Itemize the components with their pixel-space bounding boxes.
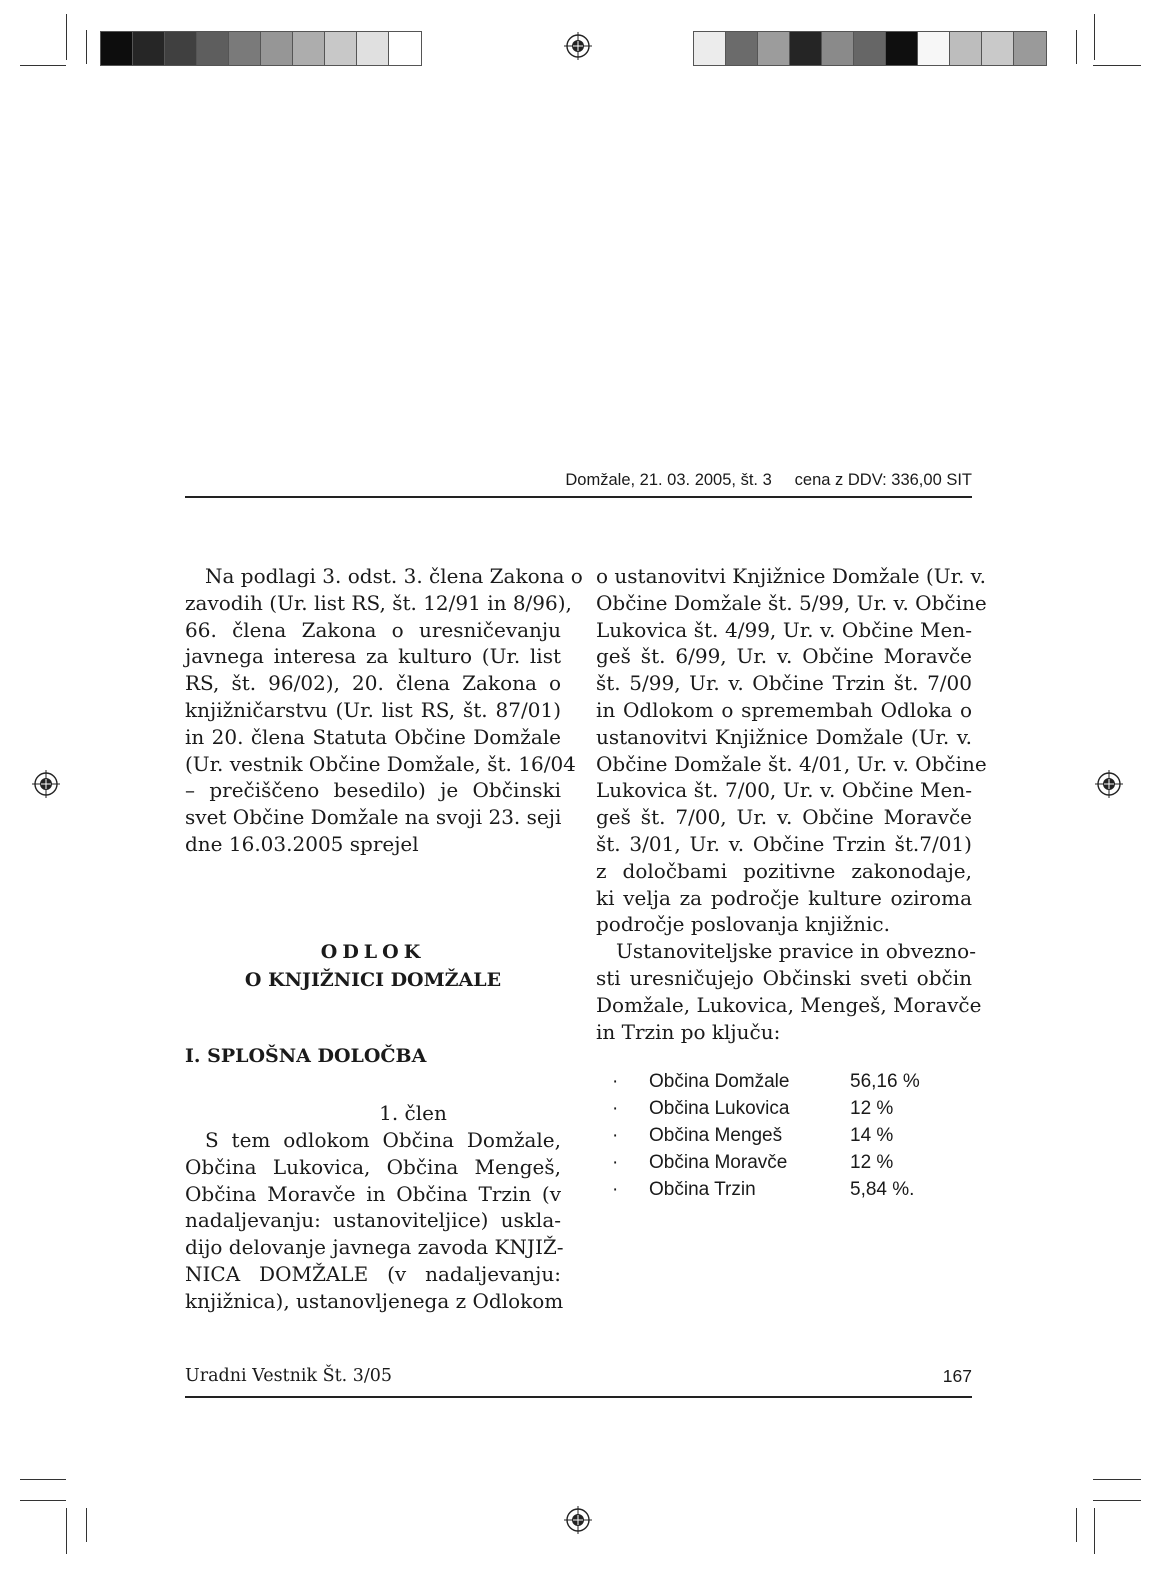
page-number: 167 (942, 1366, 972, 1386)
color-bar-left (100, 31, 422, 66)
text-line: ustanovitvi Knjižnice Domžale (Ur. v. (596, 724, 972, 749)
text-line: Ustanoviteljske pravice in obvezno- (616, 939, 976, 964)
title-line-knjiznica: O KNJIŽNICI DOMŽALE (244, 969, 502, 991)
crop-mark (1094, 1508, 1095, 1554)
text-line: Domžale, Lukovica, Mengeš, Moravče (596, 992, 982, 1017)
text-line: geš št. 7/00, Ur. v. Občine Moravče (596, 805, 972, 830)
share-row (612, 1123, 940, 1150)
crop-mark (1093, 65, 1141, 66)
color-swatch (918, 32, 950, 65)
text-line: Občina Moravče in Občina Trzin (v (185, 1181, 561, 1206)
bullet-icon: · (612, 1178, 619, 1200)
founder-share-list (612, 1069, 940, 1204)
text-line: S tem odlokom Občina Domžale, (205, 1128, 561, 1152)
crop-mark (1076, 1508, 1077, 1542)
text-line: nadaljevanju: ustanoviteljice) uskla- (185, 1208, 561, 1233)
text-line: knjižnica), ustanovljenega z Odlokom (185, 1288, 564, 1313)
bullet-icon: · (612, 1071, 619, 1092)
text-line: z določbami pozitivne zakonodaje, (596, 858, 972, 883)
document-title (185, 938, 561, 994)
color-swatch (854, 32, 886, 65)
color-swatch (229, 32, 261, 65)
crop-mark (1093, 1479, 1141, 1480)
text-line: – prečiščeno besedilo) je Občinski (185, 778, 561, 803)
text-line: javnega interesa za kulturo (Ur. list (185, 644, 561, 669)
text-line: knjižničarstvu (Ur. list RS, št. 87/01) (185, 697, 561, 722)
article-label: 1. člen (379, 1101, 447, 1125)
text-line: št. 3/01, Ur. v. Občine Trzin št.7/01) (596, 831, 972, 856)
bullet-icon: · (612, 1151, 619, 1173)
crop-mark (1076, 30, 1077, 64)
text-line: in 20. člena Statuta Občine Domžale (185, 724, 561, 749)
article-body (185, 1127, 564, 1315)
color-swatch (758, 32, 790, 65)
crop-mark (20, 65, 66, 66)
registration-mark-icon (1095, 770, 1123, 798)
text-line: 66. člena Zakona o uresničevanju (185, 617, 561, 642)
color-swatch (389, 32, 421, 65)
color-swatch (197, 32, 229, 65)
color-swatch (982, 32, 1014, 65)
crop-mark (86, 1508, 87, 1542)
share-percentage: 14 % (850, 1124, 894, 1146)
title-line-odlok: ODLOK (320, 941, 426, 963)
color-swatch (165, 32, 197, 65)
crop-mark (86, 30, 87, 64)
text-line: in Odlokom o spremembah Odloka o (596, 697, 972, 722)
color-swatch (694, 32, 726, 65)
crop-mark (1094, 14, 1095, 60)
registration-mark-icon (32, 770, 60, 798)
color-swatch (101, 32, 133, 65)
share-percentage: 56,16 % (850, 1071, 920, 1092)
crop-mark (20, 1500, 66, 1501)
crop-mark (1093, 1500, 1141, 1501)
text-line: geš št. 6/99, Ur. v. Občine Moravče (596, 644, 972, 669)
text-line: ki velja za področje kulture oziroma (596, 885, 972, 910)
text-line: svet Občine Domžale na svoji 23. seji (185, 805, 562, 830)
bullet-icon: · (612, 1097, 619, 1119)
color-swatch (790, 32, 822, 65)
share-row (612, 1096, 940, 1123)
share-percentage: 12 % (850, 1151, 894, 1173)
text-line: zavodih (Ur. list RS, št. 12/91 in 8/96), (185, 590, 572, 615)
color-swatch (261, 32, 293, 65)
text-line: in Trzin po ključu: (596, 1019, 781, 1044)
left-column-intro (185, 563, 583, 858)
municipality-name: Občina Domžale (649, 1071, 790, 1092)
color-swatch (886, 32, 918, 65)
text-line: št. 5/99, Ur. v. Občine Trzin št. 7/00 (596, 671, 972, 696)
crop-mark (66, 1508, 67, 1554)
share-percentage: 5,84 %. (850, 1178, 915, 1200)
color-swatch (950, 32, 982, 65)
right-paragraph-2 (596, 938, 982, 1045)
text-line: o ustanovitvi Knjižnice Domžale (Ur. v. (596, 564, 986, 588)
right-paragraph-1 (596, 563, 987, 938)
page-footer (185, 1366, 972, 1398)
color-swatch (1014, 32, 1046, 65)
color-swatch (293, 32, 325, 65)
crop-mark (66, 14, 67, 60)
text-line: sti uresničujejo Občinski sveti občin (596, 965, 972, 990)
right-column (596, 563, 987, 1045)
text-line: Občine Domžale št. 4/01, Ur. v. Občine (596, 751, 987, 776)
share-row (612, 1177, 940, 1204)
text-line: (Ur. vestnik Občine Domžale, št. 16/04 (185, 751, 576, 776)
color-swatch (726, 32, 758, 65)
color-swatch (133, 32, 165, 65)
text-line: Lukovica št. 7/00, Ur. v. Občine Men- (596, 778, 972, 803)
color-swatch (357, 32, 389, 65)
share-percentage: 12 % (850, 1097, 894, 1119)
color-swatch (822, 32, 854, 65)
text-line: dne 16.03.2005 sprejel (185, 831, 419, 856)
section-heading: I. SPLOŠNA DOLOČBA (185, 1045, 427, 1067)
registration-mark-icon (564, 1506, 592, 1534)
text-line: Občine Domžale št. 5/99, Ur. v. Občine (596, 590, 987, 615)
footer-publication: Uradni Vestnik Št. 3/05 (185, 1366, 393, 1386)
text-line: Lukovica št. 4/99, Ur. v. Občine Men- (596, 617, 972, 642)
header-date-price: Domžale, 21. 03. 2005, št. 3 cena z DDV: 336,00 SIT (565, 471, 972, 489)
municipality-name: Občina Lukovica (649, 1097, 790, 1119)
municipality-name: Občina Trzin (649, 1178, 756, 1200)
text-line: Na podlagi 3. odst. 3. člena Zakona o (205, 564, 583, 588)
text-line: NICA DOMŽALE (v nadaljevanju: (185, 1261, 561, 1286)
page-header (185, 470, 972, 498)
color-bar-right (693, 31, 1047, 66)
text-line: področje poslovanja knjižnic. (596, 912, 890, 937)
text-line: RS, št. 96/02), 20. člena Zakona o (185, 671, 561, 696)
share-row (612, 1069, 940, 1096)
municipality-name: Občina Mengeš (649, 1124, 783, 1146)
crop-mark (20, 1479, 66, 1480)
registration-mark-icon (564, 32, 592, 60)
bullet-icon: · (612, 1124, 619, 1146)
municipality-name: Občina Moravče (649, 1151, 788, 1173)
color-swatch (325, 32, 357, 65)
text-line: Občina Lukovica, Občina Mengeš, (185, 1154, 561, 1179)
share-row (612, 1150, 940, 1177)
text-line: dijo delovanje javnega zavoda KNJIŽ- (185, 1235, 564, 1260)
